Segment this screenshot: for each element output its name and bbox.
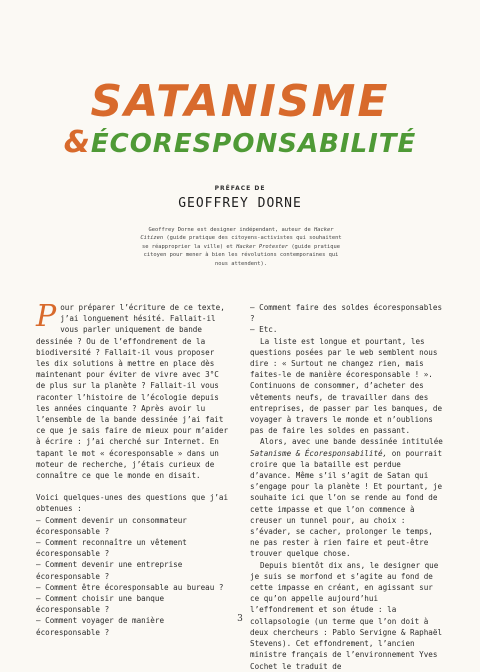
list-item: — Comment choisir une banque écoresponsable ? bbox=[36, 594, 165, 615]
bio-book-2: Hacker Protester bbox=[236, 243, 289, 250]
list-item: — Comment devenir une entreprise écoresponsable ? bbox=[36, 560, 183, 581]
book-title-reference: Satanisme & Écoresponsabilité, bbox=[250, 448, 388, 458]
author-bio bbox=[140, 226, 342, 268]
bio-text-2: (guide pratique des citoyens-activistes qui souhaitent se réapproprier la ville) et bbox=[142, 235, 342, 250]
list-item: — Comment être écoresponsable au bureau ? bbox=[36, 582, 224, 592]
bio-book-1: Hacker Citizen bbox=[140, 227, 334, 242]
right-paragraph-2 bbox=[250, 436, 446, 559]
right-paragraph-2-a: Alors, avec une bande dessinée intitulée bbox=[260, 437, 443, 447]
list-item: — Comment voyager de manière écoresponsable ? bbox=[36, 616, 165, 637]
title-ampersand: & bbox=[63, 125, 91, 160]
bio-text-1: Geoffrey Dorne est designer indépendant, auteur de bbox=[148, 227, 311, 233]
book-title bbox=[0, 76, 480, 160]
list-item: — Etc. bbox=[250, 325, 278, 335]
list-item: — Comment devenir un consommateur écoresponsable ? bbox=[36, 515, 187, 536]
list-item: — Comment reconnaître un vêtement écoresponsable ? bbox=[36, 538, 187, 559]
left-paragraph-2: Voici quelques-unes des questions que j’ai obtenues : bbox=[36, 493, 229, 514]
preface-label: PRÉFACE DE bbox=[214, 185, 266, 192]
page-number: 3 bbox=[237, 614, 243, 624]
preface-author: GEOFFREY DORNE bbox=[178, 196, 302, 211]
bio-text-3: (guide pratique citoyen pour mener à bien les révolutions contemporaines qui nous attendent). bbox=[143, 243, 340, 267]
right-paragraph-1: La liste est longue et pourtant, les questions posées par le web semblent nous dire : « Surtout ne changez rien, mais faites-le de manière écoresponsable ! ». Continuons de consommer, d’acheter des vêtements neufs, de travailler dans des entreprises, de passer par les banques, de voyager à travers le monde et n’oublions pas de faire les soldes en passant. bbox=[250, 336, 443, 436]
right-paragraph-2-b: on pourrait croire que la bataille est perdue d’avance. Même s’il s’agit de Satan qui s’engage pour la planète ! Et pourtant, je souhaite ici que l’on se rende au fond de cette impasse et que l’on commence à creuser un tunnel pour, au choix : s’évader, se cacher, prolonger le temps, ne pas rester à rien faire et peut-être trouver quelque chose. bbox=[250, 448, 443, 559]
list-item: — Comment faire des soldes écoresponsables ? bbox=[250, 303, 443, 324]
title-line-ecoresponsabilite bbox=[0, 125, 480, 160]
right-paragraph-3: Depuis bientôt dix ans, le designer que je suis se morfond et s’agite au fond de cette impasse en créant, en agissant sur ce qu’on appelle aujourd’hui l’effondrement et son étude : la collapsologie (un terme que l’on doit à deux chercheurs : Pablo Servigne & Raphaël Stevens). Cet effondrement, l’ancien ministre français de l’environnement Yves Cochet le traduit de bbox=[250, 560, 443, 671]
left-paragraph-1 bbox=[36, 299, 232, 481]
left-paragraph-1-text: our préparer l’écriture de ce texte, j’ai longuement hésité. Fallait-il vous parler uniquement de bande dessinée ? Ou de l’effondrement de la biodiversité ? Fallait-il vous proposer les dix solutions à mettre en place dès maintenant pour éviter de vivre avec 3°C de plus sur la planète ? Fallait-il vous raconter l’histoire de l’écologie depuis les années cinquante ? Après avoir lu l’ensemble de la bande dessinée j’ai fait ce que je sais faire de mieux pour m’aider à écrire : j’ai cherché sur Internet. En tapant le mot « écoresponsable » dans un moteur de recherche, j’étais curieux de connaître ce que le monde en disait. bbox=[36, 303, 229, 481]
title-line-satanisme: SATANISME bbox=[90, 76, 390, 127]
left-column bbox=[36, 299, 232, 638]
title-line-2-text: ÉCORESPONSABILITÉ bbox=[90, 129, 417, 159]
drop-cap: P bbox=[36, 299, 57, 334]
